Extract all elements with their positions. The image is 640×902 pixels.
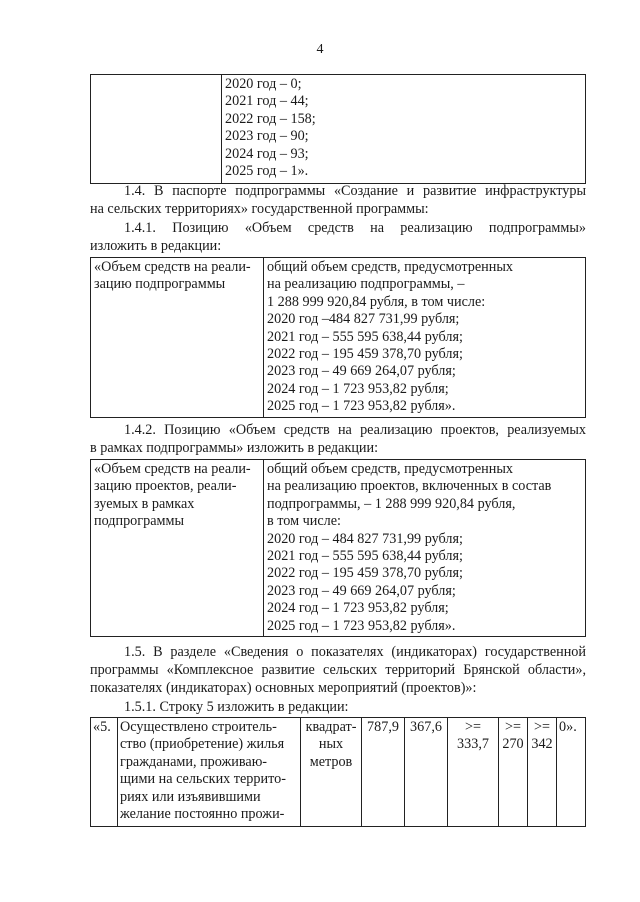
paragraph-1-5-line-1: 1.5. В разделе «Сведения о показателях (индикаторах) государственной <box>124 644 586 660</box>
year-line: 2025 год – 1». <box>225 163 309 180</box>
value-line: >= <box>533 719 550 735</box>
row-number-cell <box>91 718 118 827</box>
projects-value-cell <box>264 460 586 637</box>
value-line: 2023 год – 49 669 264,07 рубля; <box>267 582 456 599</box>
label-line: подпрограммы <box>94 513 184 530</box>
year-line: 2024 год – 93; <box>225 145 309 162</box>
funding-label-cell <box>91 258 264 418</box>
projects-funding-table <box>90 459 586 637</box>
value-line: 2022 год – 195 459 378,70 рубля; <box>267 565 463 582</box>
paragraph-1-4-2-line-1: 1.4.2. Позицию «Объем средств на реализацию проектов, реализуемых <box>124 422 586 438</box>
top-table-right-cell <box>222 75 586 184</box>
page-number: 4 <box>316 42 324 57</box>
paragraph-1-5-line-3: показателях (индикаторах) основных мероприятий (проектов)»: <box>90 680 477 696</box>
description-line: гражданами, проживаю- <box>120 753 268 770</box>
paragraph-1-4-line-1: 1.4. В паспорте подпрограммы «Создание и развитие инфраструктуры <box>124 183 586 199</box>
value-line: 2022 год – 195 459 378,70 рубля; <box>267 346 463 363</box>
label-line: зацию проектов, реали- <box>94 478 237 495</box>
description-line: ство (приобретение) жилья <box>120 736 285 753</box>
description-line: Осуществлено строитель- <box>120 719 277 735</box>
value-line: в том числе: <box>267 513 341 530</box>
value-cell-6 <box>557 718 586 827</box>
unit-line: метров <box>309 753 353 770</box>
description-line: желание постоянно прожи- <box>120 806 285 823</box>
value-line: 2023 год – 49 669 264,07 рубля; <box>267 363 456 380</box>
label-line: «Объем средств на реали- <box>94 461 251 477</box>
paragraph-1-5-1: 1.5.1. Строку 5 изложить в редакции: <box>124 699 349 715</box>
year-line: 2023 год – 90; <box>225 128 309 145</box>
value-cell-4 <box>499 718 528 827</box>
value-cell-3 <box>448 718 499 827</box>
value: 367,6 <box>410 719 442 735</box>
value-line: 2025 год – 1 723 953,82 рубля». <box>267 398 456 415</box>
value-line: >= <box>464 719 481 735</box>
indicator-description-cell <box>118 718 301 827</box>
value-cell-5 <box>528 718 557 827</box>
value-line: 2024 год – 1 723 953,82 рубля; <box>267 600 449 617</box>
paragraph-1-4-1-line-2: изложить в редакции: <box>90 238 222 254</box>
value: 0». <box>559 719 577 735</box>
value-line: 2021 год – 555 595 638,44 рубля; <box>267 328 463 345</box>
row-number: «5. <box>93 719 111 735</box>
label-line: зуемых в рамках <box>94 495 195 512</box>
value-line: общий объем средств, предусмотренных <box>267 461 513 477</box>
unit-line: ных <box>318 736 344 753</box>
value-line: 2024 год – 1 723 953,82 рубля; <box>267 380 449 397</box>
value-line: на реализацию подпрограммы, – <box>267 276 465 293</box>
value-line: 2021 год – 555 595 638,44 рубля; <box>267 548 463 565</box>
indicator-row-table <box>90 717 586 827</box>
value-line: подпрограммы, – 1 288 999 920,84 рубля, <box>267 495 516 512</box>
value-line: 2025 год – 1 723 953,82 рубля». <box>267 617 456 634</box>
paragraph-1-5-line-2: программы «Комплексное развитие сельских территорий Брянской области», <box>90 662 586 678</box>
value-line: 342 <box>531 736 553 753</box>
projects-label-cell <box>91 460 264 637</box>
unit-line: квадрат- <box>305 719 357 735</box>
value-line: на реализацию проектов, включенных в состав <box>267 478 552 495</box>
top-table <box>90 74 586 184</box>
value-line: 270 <box>502 736 524 753</box>
value-cell-2 <box>405 718 448 827</box>
value: 787,9 <box>367 719 399 735</box>
label-line: зацию подпрограммы <box>94 276 226 293</box>
value-line: >= <box>504 719 521 735</box>
year-line: 2021 год – 44; <box>225 93 309 110</box>
value-cell-1 <box>362 718 405 827</box>
paragraph-1-4-1-line-1: 1.4.1. Позицию «Объем средств на реализацию подпрограммы» <box>124 220 586 236</box>
unit-cell <box>301 718 362 827</box>
value-line: 1 288 999 920,84 рубля, в том числе: <box>267 293 486 310</box>
value-line: 2020 год –484 827 731,99 рубля; <box>267 311 460 328</box>
value-line: общий объем средств, предусмотренных <box>267 259 513 275</box>
description-line: риях или изъявившими <box>120 788 261 805</box>
year-line: 2022 год – 158; <box>225 110 316 127</box>
value-line: 2020 год – 484 827 731,99 рубля; <box>267 530 463 547</box>
subprogram-funding-table <box>90 257 586 418</box>
label-line: «Объем средств на реали- <box>94 259 251 275</box>
top-table-left-cell <box>91 75 222 184</box>
year-line: 2020 год – 0; <box>225 76 302 92</box>
paragraph-1-4-2-line-2: в рамках подпрограммы» изложить в редакции: <box>90 440 379 456</box>
value-line: 333,7 <box>457 736 489 753</box>
paragraph-1-4-line-2: на сельских территориях» государственной программы: <box>90 201 429 217</box>
description-line: щими на сельских террито- <box>120 771 286 788</box>
funding-value-cell <box>264 258 586 418</box>
